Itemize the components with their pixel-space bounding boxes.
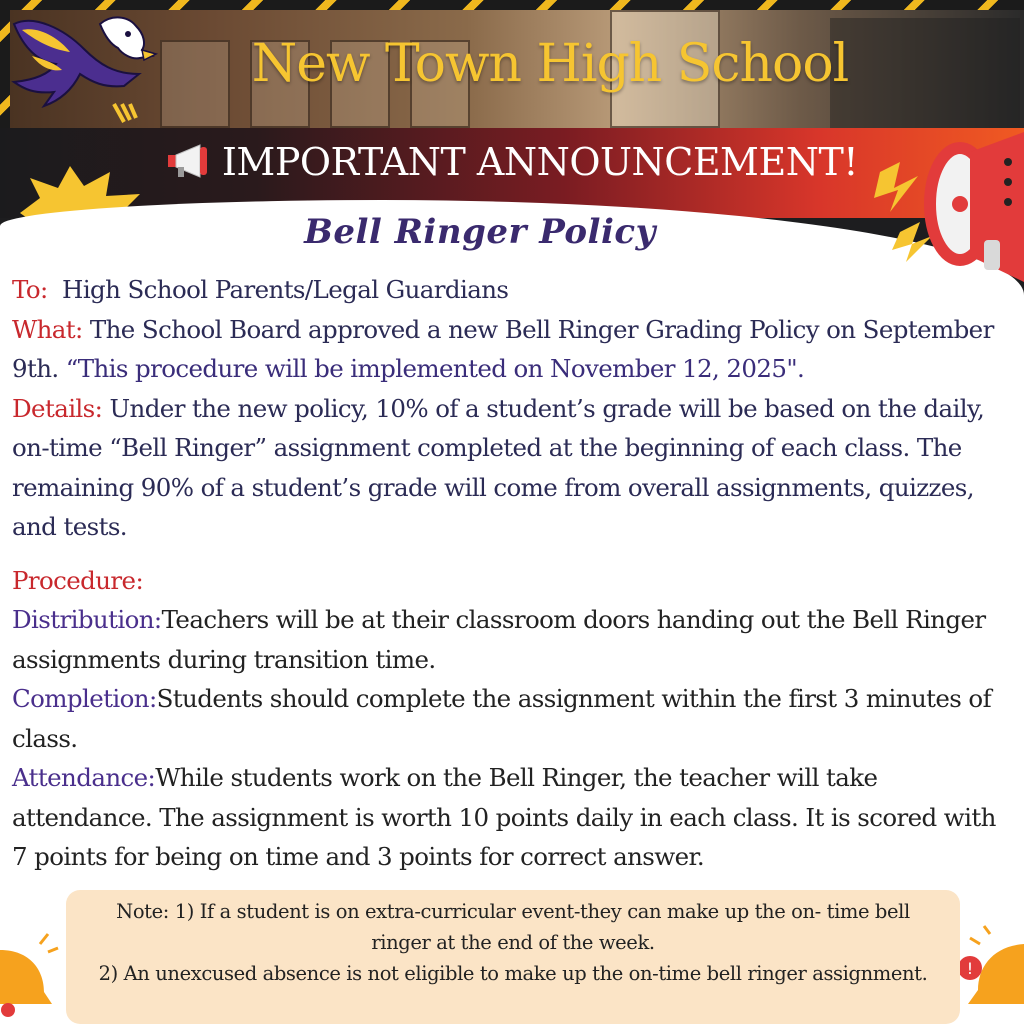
attendance-paragraph: [12, 758, 1016, 877]
completion-label: Completion:: [12, 684, 157, 713]
distribution-paragraph: [12, 600, 1016, 679]
bell-icon: [0, 930, 60, 1020]
announcement-body: [12, 270, 1016, 877]
attendance-label: Attendance:: [12, 763, 156, 792]
to-label: To:: [12, 275, 48, 304]
completion-paragraph: [12, 679, 1016, 758]
details-text: Under the new policy, 10% of a student’s grade will be based on the daily, on-time “Bell Ringer” assignment completed at the beginning of each class. The remaining 90% of a student’s grade will come from overall assignments, quizzes, and tests.: [12, 393, 985, 541]
policy-title: Bell Ringer Policy: [304, 212, 656, 252]
school-name: New Town High School: [251, 34, 849, 94]
to-line: [12, 270, 1016, 310]
what-label: What:: [12, 314, 83, 344]
what-paragraph: [12, 310, 1016, 389]
note-box: [66, 890, 960, 1024]
procedure-heading: Procedure:: [12, 565, 144, 595]
svg-text:!: !: [966, 959, 974, 978]
bell-icon: [960, 924, 1024, 1020]
distribution-text: Teachers will be at their classroom doors handing out the Bell Ringer assignments during transition time.: [12, 605, 986, 674]
attendance-text: While students work on the Bell Ringer, the teacher will take attendance. The assignment is worth 10 points daily in each class. It is scored with 7 points for being on time and 3 points for correct answer.: [12, 763, 996, 871]
details-paragraph: [12, 389, 1016, 547]
to-text: High School Parents/Legal Guardians: [62, 275, 509, 304]
completion-text: Students should complete the assignment within the first 3 minutes of class.: [12, 684, 992, 753]
announcement-title-text: IMPORTANT ANNOUNCEMENT!: [221, 140, 859, 184]
what-text: The School Board approved a new Bell Ringer Grading Policy on September 9th.: [12, 314, 994, 383]
note-line-2: 2) An unexcused absence is not eligible to make up the on-time bell ringer assignment.: [98, 962, 928, 985]
note-line-1: Note: 1) If a student is on extra-curricular event-they can make up the on- time bell ringer at the end of the week.: [116, 900, 910, 954]
distribution-label: Distribution:: [12, 605, 162, 634]
megaphone-icon: [860, 132, 1024, 282]
details-label: Details:: [12, 393, 103, 423]
what-quote: “This procedure will be implemented on November 12, 2025".: [65, 354, 805, 383]
megaphone-icon: [166, 143, 212, 188]
eagle-logo-icon: [4, 4, 164, 126]
